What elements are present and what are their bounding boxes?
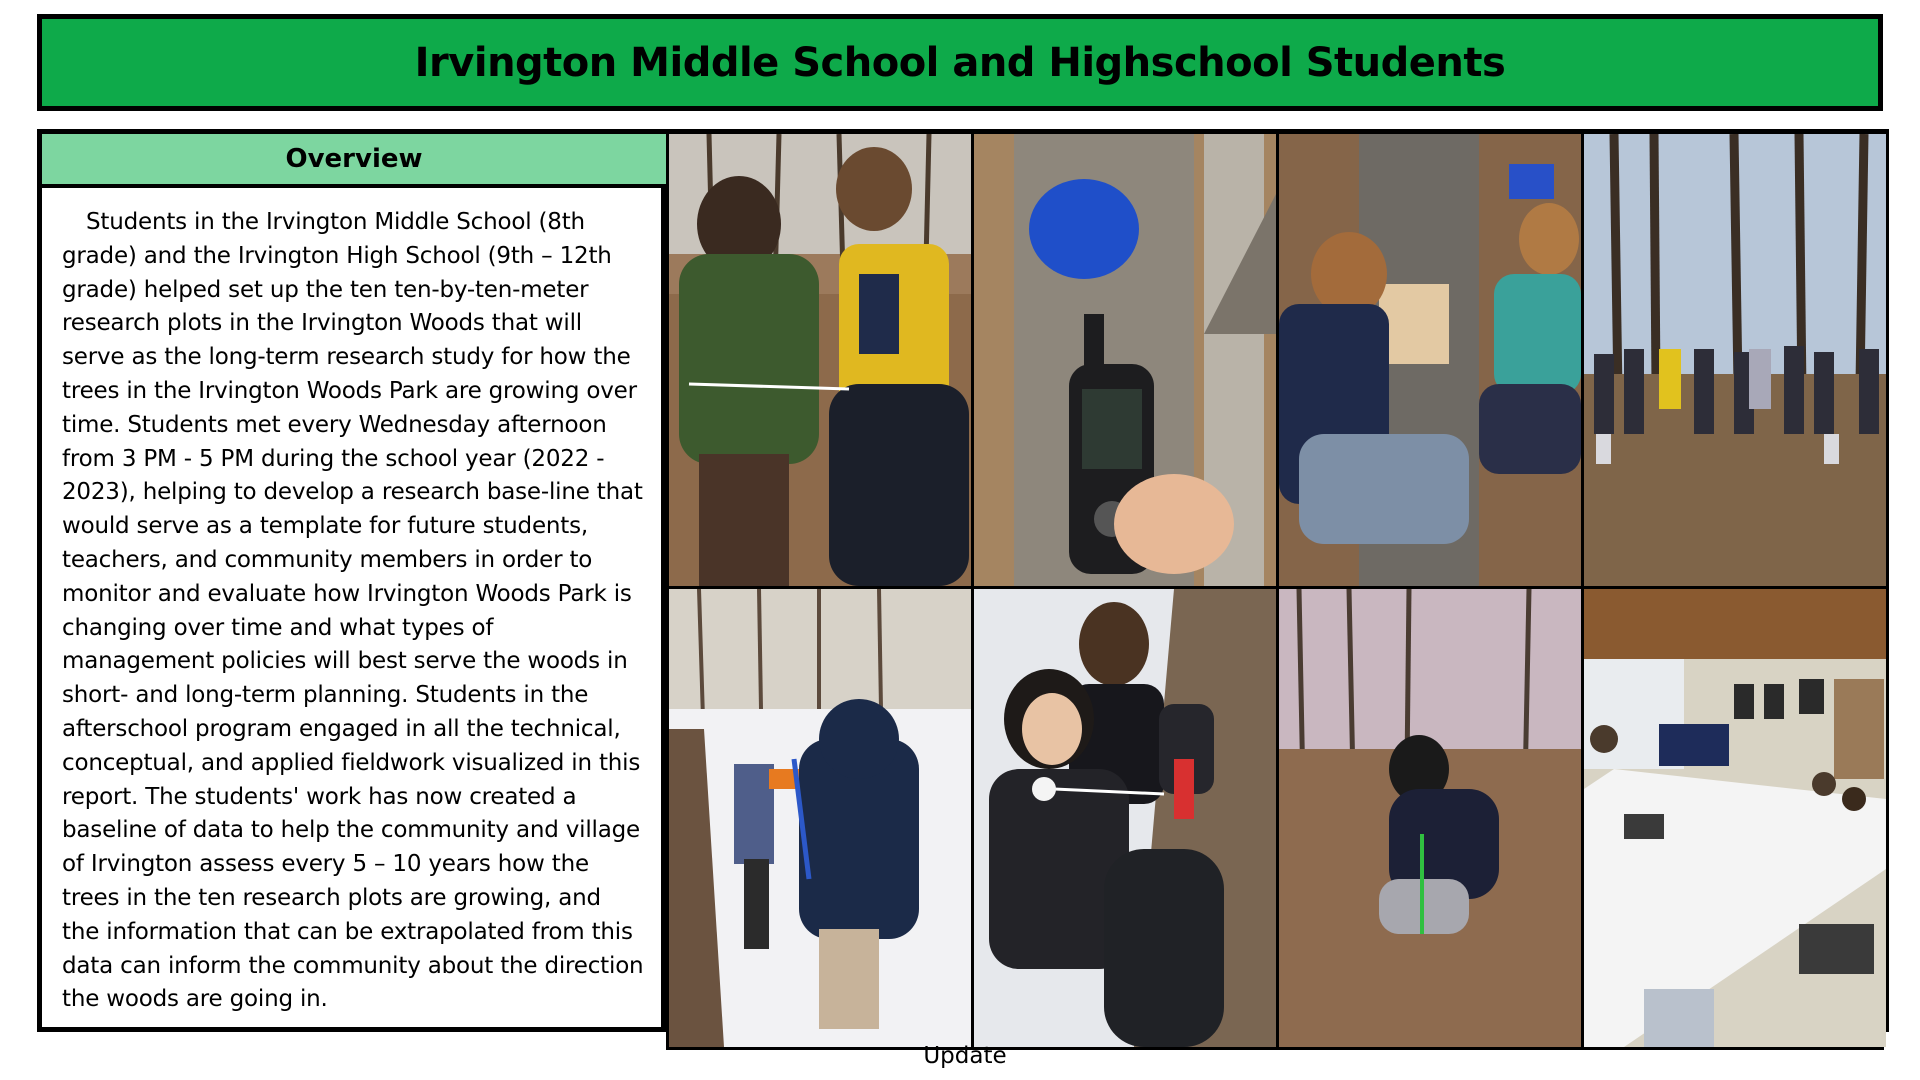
update-caption: Update	[923, 1043, 1007, 1069]
title-bar	[37, 14, 1883, 111]
photo-students-measuring-tape	[669, 134, 971, 586]
photo-students-snow	[669, 589, 971, 1047]
photo-girls-measuring-tree	[974, 589, 1276, 1047]
overview-body: Students in the Irvington Middle School (8th grade) and the Irvington High School (9th – 12th grade) helped set up the ten ten-by-ten-meter research plots in the Irvington Woods that will serve as the long-term research study for how the trees in the Irvington Woods Park are growing over time. Students met every Wednesday afternoon from 3 PM - 5 PM during the school year (2022 - 2023), helping to develop a research base-line that would serve as a template for future students, teachers, and community members in order to monitor and evaluate how Irvington Woods Park is changing over time and what types of management policies will best serve the woods in short- and long-term planning. Students in the afterschool program engaged in all the technical, conceptual, and applied fieldwork visualized in this report. The students' work has now created a baseline of data to help the community and village of Irvington assess every 5 – 10 years how the trees in the ten research plots are growing, and the information that can be extrapolated from this data can inform the community about the direction the woods are going in.	[62, 209, 644, 1013]
photo-students-tree-tag	[1279, 134, 1581, 586]
overview-panel	[42, 188, 666, 1027]
photo-grid	[666, 134, 1884, 1050]
photo-classroom	[1584, 589, 1886, 1047]
overview-header	[42, 134, 666, 188]
overview-heading: Overview	[285, 144, 423, 174]
page-title: Irvington Middle School and Highschool Students	[414, 39, 1506, 86]
photo-group-in-woods	[1584, 134, 1886, 586]
photo-boy-crouching	[1279, 589, 1581, 1047]
photo-gps-device	[974, 134, 1276, 586]
